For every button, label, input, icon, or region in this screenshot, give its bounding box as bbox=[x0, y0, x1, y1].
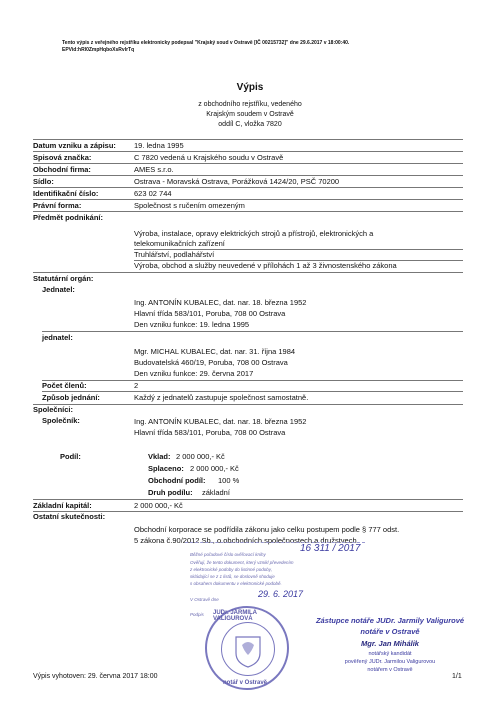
divider bbox=[33, 199, 463, 200]
stamp-line: s obsahem dokumentu v elektronické podobě. bbox=[190, 581, 282, 586]
row-value-pravni-forma: Společnost s ručením omezeným bbox=[134, 201, 245, 210]
row-label-ico: Identifikační číslo: bbox=[33, 189, 99, 198]
pocet-clenu-label: Počet členů: bbox=[42, 381, 87, 390]
splaceno-value: 2 000 000,- Kč bbox=[190, 464, 239, 473]
notary-line-4: notářský kandidát bbox=[368, 651, 412, 657]
jednatel2-name: Mgr. MICHAL KUBALEC, dat. nar. 31. října 1984 bbox=[134, 347, 296, 356]
row-label-datum: Datum vzniku a zápisu: bbox=[33, 141, 116, 150]
zpusob-jednani-value: Každý z jednatelů zastupuje společnost samostatně. bbox=[134, 393, 309, 402]
divider bbox=[33, 211, 463, 212]
zpusob-jednani-label: Způsob jednání: bbox=[42, 393, 100, 402]
pocet-clenu-value: 2 bbox=[134, 381, 139, 390]
seal-text-top: JUDr. JARMILA VALIGUROVÁ bbox=[213, 610, 257, 622]
stamp-line: Podpis bbox=[190, 612, 204, 617]
divider bbox=[33, 175, 463, 176]
notary-line-5: pověřený JUDr. Jarmilou Valigurovou bbox=[344, 659, 436, 665]
notary-line-2: notáře v Ostravě bbox=[360, 627, 420, 636]
row-value-datum: 19. ledna 1995 bbox=[134, 141, 184, 150]
notary-line-1: Zástupce notáře JUDr. Jarmily Valigurové bbox=[315, 616, 465, 625]
jednatel1-name: Ing. ANTONÍN KUBALEC, dat. nar. 18. března 1952 bbox=[134, 298, 307, 307]
subtitle-line-3: oddíl C, vložka 7820 bbox=[218, 121, 282, 128]
ostatni-line-2: 5 zákona č.90/2012 Sb., o obchodních společnostech a družstvech. bbox=[134, 536, 359, 545]
stamp-handwritten-number: 16 311 / 2017 bbox=[300, 543, 361, 554]
divider bbox=[33, 151, 463, 152]
document-title: Výpis bbox=[236, 82, 264, 93]
spolecnici-label: Společníci: bbox=[33, 405, 74, 414]
row-label-pravni-forma: Právní forma: bbox=[33, 201, 82, 210]
notary-seal bbox=[205, 606, 289, 690]
subtitle-line-2: Krajským soudem v Ostravě bbox=[206, 111, 294, 118]
lion-emblem-icon bbox=[222, 623, 274, 675]
predmet-item: Výroba, obchod a služby neuvedené v přílohách 1 až 3 živnostenského zákona bbox=[134, 261, 397, 270]
vklad-label: Vklad: bbox=[148, 452, 171, 461]
spolecnik-label: Společník: bbox=[42, 416, 80, 425]
electronic-signature-note bbox=[62, 40, 452, 53]
obchodni-podil-value: 100 % bbox=[218, 476, 240, 485]
predmet-label: Předmět podnikání: bbox=[33, 213, 104, 222]
jednatel1-label: Jednatel: bbox=[42, 285, 75, 294]
stamp-line: skládající se z 1 listů, se doslovně shoduje bbox=[190, 574, 275, 579]
epvid-line: EPVid:hRl0ZmpHqboXsRvIrTq bbox=[62, 46, 135, 53]
row-value-sidlo: Ostrava - Moravská Ostrava, Porážková 1424/20, PSČ 70200 bbox=[134, 177, 340, 186]
divider bbox=[42, 331, 463, 332]
notary-name: Mgr. Jan Mihálik bbox=[361, 639, 419, 648]
predmet-item: telekomunikačních zařízení bbox=[134, 239, 225, 248]
divider bbox=[33, 272, 463, 273]
seal-emblem bbox=[221, 622, 275, 676]
notary-line-6: notářem v Ostravě bbox=[367, 667, 413, 673]
druh-podilu-value: základní bbox=[202, 488, 230, 497]
row-label-spisova: Spisová značka: bbox=[33, 153, 92, 162]
divider bbox=[42, 391, 463, 392]
row-label-sidlo: Sídlo: bbox=[33, 177, 54, 186]
page-number: 1/1 bbox=[452, 673, 462, 680]
vklad-value: 2 000 000,- Kč bbox=[176, 452, 225, 461]
row-value-firma: AMES s.r.o. bbox=[134, 165, 174, 174]
row-label-firma: Obchodní firma: bbox=[33, 165, 91, 174]
predmet-item: Truhlářství, podlahářství bbox=[134, 250, 215, 259]
divider bbox=[33, 499, 463, 500]
stamp-line: Běžné pořadové číslo ověřovací knihy bbox=[190, 552, 266, 557]
spolecnik-name: Ing. ANTONÍN KUBALEC, dat. nar. 18. března 1952 bbox=[134, 417, 307, 426]
jednatel2-label: jednatel: bbox=[42, 333, 73, 342]
stamp-handwritten-date: 29. 6. 2017 bbox=[258, 589, 304, 599]
jednatel1-function: Den vzniku funkce: 19. ledna 1995 bbox=[134, 320, 250, 329]
kapital-label: Základní kapitál: bbox=[33, 501, 92, 510]
jednatel1-address: Hlavní třída 583/101, Poruba, 708 00 Ostrava bbox=[134, 309, 286, 318]
statutarni-label: Statutární orgán: bbox=[33, 274, 94, 283]
row-value-ico: 623 02 744 bbox=[134, 189, 172, 198]
spolecnik-address: Hlavní třída 583/101, Poruba, 708 00 Ostrava bbox=[134, 428, 286, 437]
divider bbox=[33, 404, 463, 405]
ostatni-line-1: Obchodní korporace se podřídila zákonu jako celku postupem podle § 777 odst. bbox=[134, 525, 400, 534]
ostatni-label: Ostatní skutečnosti: bbox=[33, 512, 106, 521]
kapital-value: 2 000 000,- Kč bbox=[134, 501, 183, 510]
row-value-spisova: C 7820 vedená u Krajského soudu v Ostravě bbox=[134, 153, 284, 162]
divider bbox=[42, 380, 463, 381]
footer-generated: Výpis vyhotoven: 29. června 2017 18:00 bbox=[33, 673, 158, 680]
predmet-item: Výroba, instalace, opravy elektrických strojů a přístrojů, elektronických a bbox=[134, 229, 374, 238]
jednatel2-function: Den vzniku funkce: 29. června 2017 bbox=[134, 369, 254, 378]
druh-podilu-label: Druh podílu: bbox=[148, 488, 193, 497]
jednatel2-address: Budovatelská 460/19, Poruba, 708 00 Ostrava bbox=[134, 358, 288, 367]
seal-text-bottom: notář v Ostravě bbox=[223, 680, 268, 686]
obchodni-podil-label: Obchodní podíl: bbox=[148, 476, 206, 485]
signature-note-line: Tento výpis z veřejného rejstříku elektronicky podepsal "Krajský soud v Ostravě [IČ 00215732]" dne 29.6.2017 v 18:00:40. bbox=[62, 40, 350, 46]
divider bbox=[33, 163, 463, 164]
splaceno-label: Splaceno: bbox=[148, 464, 184, 473]
stamp-line: Ověřuji, že tento dokument, který vznikl převedením bbox=[190, 560, 294, 565]
stamp-line: V Ostravě dne bbox=[190, 597, 219, 602]
stamp-line: z elektronické podoby do listinné podoby, bbox=[190, 567, 272, 572]
divider bbox=[33, 139, 463, 140]
subtitle-line-1: z obchodního rejstříku, vedeného bbox=[198, 101, 302, 108]
podil-label: Podíl: bbox=[60, 452, 81, 461]
divider bbox=[33, 187, 463, 188]
